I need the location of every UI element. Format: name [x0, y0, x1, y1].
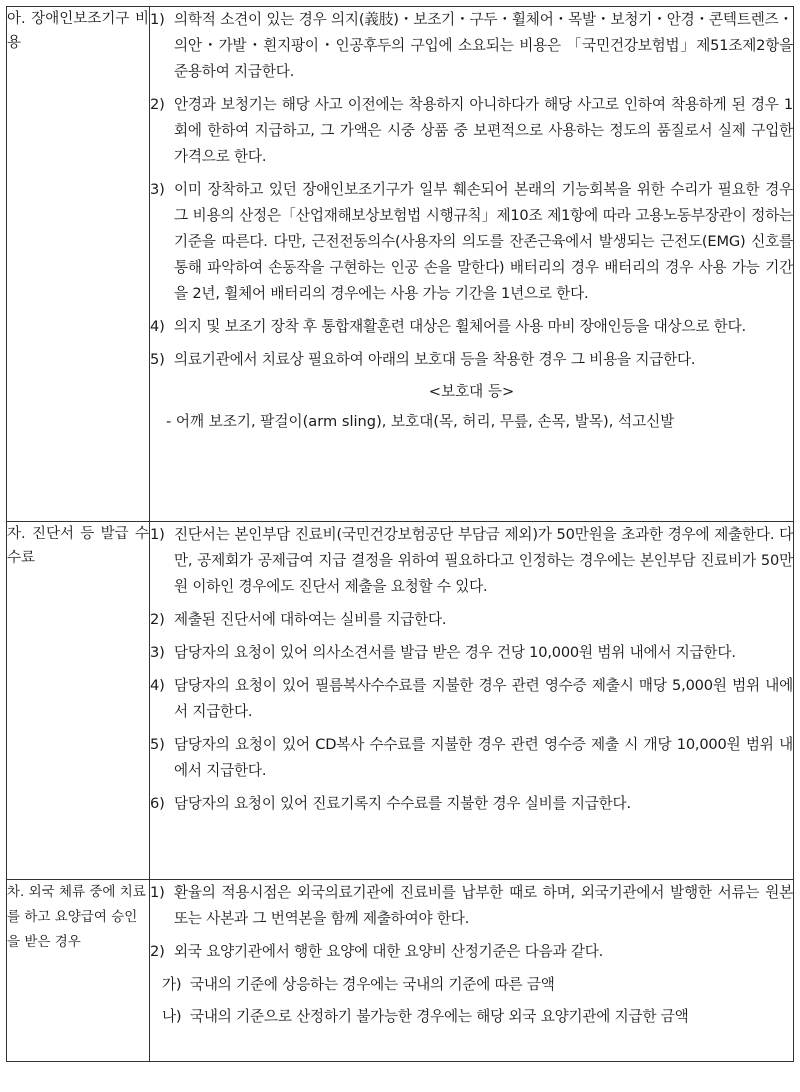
list-item	[150, 177, 793, 307]
sub-item	[150, 972, 793, 998]
list-item	[150, 880, 793, 932]
section-body	[150, 7, 794, 522]
list-item	[150, 522, 793, 600]
dash-note: - 어깨 보조기, 팔걸이(arm sling), 보호대(목, 허리, 무릎, 손목, 발목), 석고신발	[166, 413, 675, 430]
sub-item-number: 나)	[162, 1008, 182, 1025]
document-table	[6, 6, 794, 1062]
item-number: 1)	[150, 884, 165, 901]
list-item	[150, 607, 793, 633]
list-item	[150, 92, 793, 170]
item-number: 4)	[150, 318, 165, 335]
item-number: 2)	[150, 943, 165, 960]
item-text: 담당자의 요청이 있어 CD복사 수수료를 지불한 경우 관련 영수증 제출 시 개당 10,000원 범위 내에서 지급한다.	[174, 736, 793, 779]
item-text: 의학적 소견이 있는 경우 의지(義肢)・보조기・구두・휠체어・목발・보청기・안경・콘텍트렌즈・의안・가발・흰지팡이・인공후두의 구입에 소요되는 비용은 「국민건강보험법」제51조제2항을 준용하여 지급한다.	[174, 11, 793, 80]
list-item	[150, 314, 793, 340]
item-number: 3)	[150, 644, 165, 661]
list-item	[150, 640, 793, 666]
item-text: 외국 요양기관에서 행한 요양에 대한 요양비 산정기준은 다음과 같다.	[174, 943, 604, 960]
item-number: 6)	[150, 795, 165, 812]
item-text: 담당자의 요청이 있어 진료기록지 수수료를 지불한 경우 실비를 지급한다.	[174, 795, 631, 812]
sub-item-text: 국내의 기준으로 산정하기 불가능한 경우에는 해당 외국 요양기관에 지급한 금액	[190, 1008, 689, 1025]
item-text: 이미 장착하고 있던 장애인보조기구가 일부 훼손되어 본래의 기능회복을 위한 수리가 필요한 경우 그 비용의 산정은「산업재해보상보험법 시행규칙」제10조 제1항에 따라 고용노동부장관이 정하는 기준을 따른다. 다만, 근전전동의수(사용자의 의도를 잔존근육에서 발생되는 근전도(EMG) 신호를 통해 파악하여 손동작을 구현하는 인공 손을 말한다) 배터리의 경우 배터리의 경우 사용 가능 기간을 2년, 휠체어 배터리의 경우에는 사용 가능 기간을 1년으로 한다.	[174, 181, 793, 302]
table-row	[7, 7, 794, 522]
sub-item-text: 국내의 기준에 상응하는 경우에는 국내의 기준에 따른 금액	[190, 976, 555, 993]
sub-item	[150, 1004, 793, 1030]
item-number: 1)	[150, 11, 165, 28]
list-item	[150, 939, 793, 965]
item-number: 2)	[150, 611, 165, 628]
list-item	[150, 732, 793, 784]
list-item	[150, 7, 793, 85]
list-item	[150, 347, 793, 373]
section-heading: 아. 장애인보조기구 비용	[7, 7, 150, 522]
item-number: 5)	[150, 351, 165, 368]
item-text: 환율의 적용시점은 외국의료기관에 진료비를 납부한 때로 하며, 외국기관에서 발행한 서류는 원본 또는 사본과 그 번역본을 함께 제출하여야 한다.	[174, 884, 793, 927]
section-heading: 자. 진단서 등 발급 수수료	[7, 522, 150, 880]
section-body	[150, 880, 794, 1062]
item-number: 1)	[150, 526, 165, 543]
center-note: <보호대 등>	[428, 383, 515, 400]
item-text: 의료기관에서 치료상 필요하여 아래의 보호대 등을 착용한 경우 그 비용을 지급한다.	[174, 351, 696, 368]
sub-item-number: 가)	[162, 976, 182, 993]
section-heading: 차. 외국 체류 중에 치료를 하고 요양급여 승인을 받은 경우	[7, 880, 150, 1062]
item-text: 제출된 진단서에 대하여는 실비를 지급한다.	[174, 611, 447, 628]
item-number: 4)	[150, 677, 165, 694]
item-number: 5)	[150, 736, 165, 753]
item-number: 3)	[150, 181, 165, 198]
item-text: 담당자의 요청이 있어 필름복사수수료를 지불한 경우 관련 영수증 제출시 매당 5,000원 범위 내에서 지급한다.	[174, 677, 793, 720]
list-item	[150, 673, 793, 725]
section-body	[150, 522, 794, 880]
item-text: 담당자의 요청이 있어 의사소견서를 발급 받은 경우 건당 10,000원 범위 내에서 지급한다.	[174, 644, 736, 661]
item-text: 안경과 보청기는 해당 사고 이전에는 착용하지 아니하다가 해당 사고로 인하여 착용하게 된 경우 1회에 한하여 지급하고, 그 가액은 시중 상품 중 보편적으로 사용하는 정도의 품질로서 실제 구입한 가격으로 한다.	[174, 96, 793, 165]
item-number: 2)	[150, 96, 165, 113]
item-text: 의지 및 보조기 장착 후 통합재활훈련 대상은 휠체어를 사용 마비 장애인등을 대상으로 한다.	[174, 318, 746, 335]
table-row	[7, 522, 794, 880]
item-text: 진단서는 본인부담 진료비(국민건강보험공단 부담금 제외)가 50만원을 초과한 경우에 제출한다. 다만, 공제회가 공제급여 지급 결정을 위하여 필요하다고 인정하는 경우에는 본인부담 진료비가 50만원 이하인 경우에도 진단서 제출을 요청할 수 있다.	[174, 526, 793, 595]
list-item	[150, 791, 793, 817]
table-row	[7, 880, 794, 1062]
